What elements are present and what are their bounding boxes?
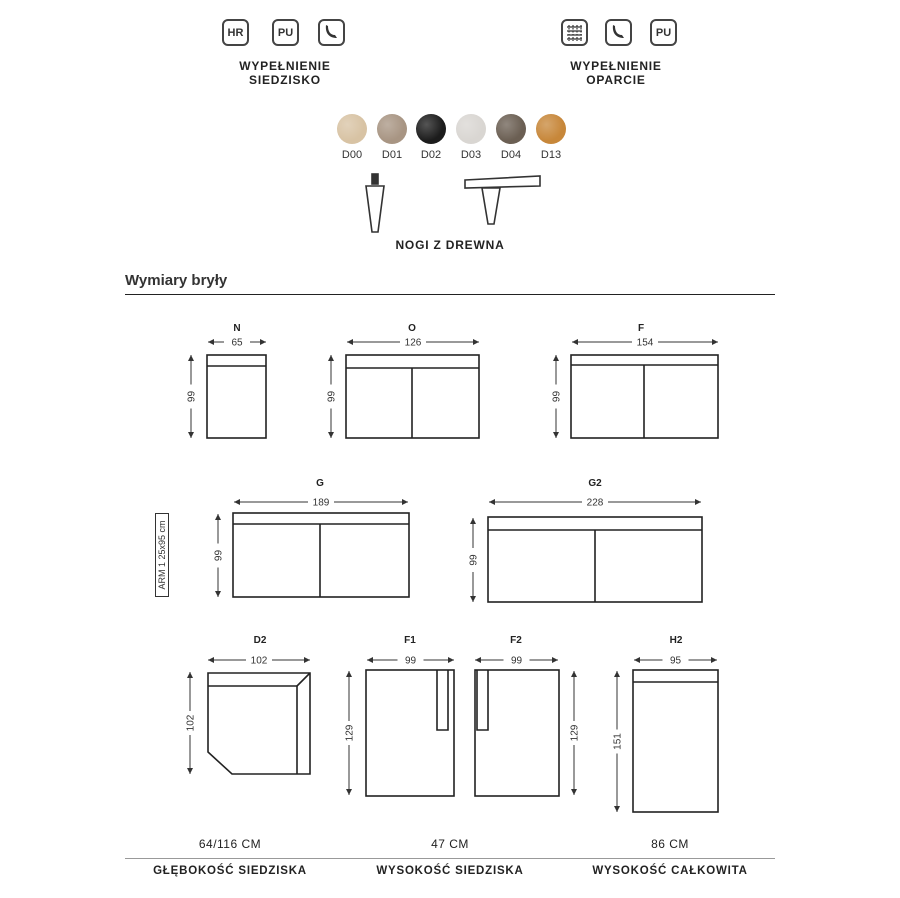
module-f2-arm bbox=[477, 670, 488, 730]
module-d2-title: D2 bbox=[253, 635, 267, 646]
arm-label: ARM 1 25x95 cm bbox=[155, 513, 169, 597]
swatch-label: D01 bbox=[381, 149, 403, 161]
module-f1-title: F1 bbox=[404, 635, 416, 646]
pu-badge-back: PU bbox=[650, 19, 677, 46]
back-filling-caption: WYPEŁNIENIE OPARCIE bbox=[570, 59, 662, 87]
swatch-label: D02 bbox=[420, 149, 442, 161]
module-g2-height-label: 99 bbox=[468, 554, 480, 566]
module-n-width-label: 65 bbox=[231, 337, 243, 349]
total-height-label: WYSOKOŚĆ CAŁKOWITA bbox=[592, 865, 748, 877]
module-g2-width-label: 228 bbox=[586, 497, 604, 509]
module-f-title: F bbox=[637, 323, 645, 334]
module-g-width-label: 189 bbox=[312, 497, 330, 509]
module-f2-height-label: 129 bbox=[569, 724, 581, 742]
module-h2-outline bbox=[633, 670, 718, 812]
swatch-label: D04 bbox=[500, 149, 522, 161]
hr-badge: HR bbox=[222, 19, 249, 46]
module-g-outline bbox=[233, 513, 409, 597]
seat-depth-label: GŁĘBOKOŚĆ SIEDZISKA bbox=[153, 865, 307, 877]
module-f1-width-label: 99 bbox=[404, 655, 417, 667]
module-h2-title: H2 bbox=[669, 635, 683, 646]
module-n-height-label: 99 bbox=[186, 390, 198, 403]
module-h2-width-label: 95 bbox=[669, 655, 682, 667]
module-o-width-label: 126 bbox=[404, 337, 422, 349]
swatch-label: D03 bbox=[460, 149, 482, 161]
module-g-title: G bbox=[316, 478, 324, 489]
seat-height-label: WYSOKOŚĆ SIEDZISKA bbox=[376, 865, 524, 877]
module-h2-height-label: 151 bbox=[612, 733, 624, 750]
module-f-width-label: 154 bbox=[636, 337, 654, 349]
pu-badge: PU bbox=[272, 19, 299, 46]
module-f1-arm bbox=[437, 670, 448, 730]
module-f1-height-label: 129 bbox=[344, 724, 356, 742]
section-title: Wymiary bryły bbox=[125, 272, 228, 289]
module-o-title: O bbox=[408, 323, 416, 334]
module-g-height-label: 99 bbox=[213, 549, 225, 562]
seat-depth-value: 64/116 CM bbox=[198, 837, 262, 851]
module-o-height-label: 99 bbox=[326, 390, 338, 403]
module-n-outline bbox=[207, 355, 266, 438]
total-height-value: 86 CM bbox=[651, 837, 689, 851]
module-f2-width-label: 99 bbox=[510, 655, 523, 667]
seat-filling-caption: WYPEŁNIENIE SIEDZISKO bbox=[239, 59, 331, 87]
seat-height-value: 47 CM bbox=[431, 837, 469, 851]
module-f2-title: F2 bbox=[510, 635, 522, 646]
module-g2-title: G2 bbox=[588, 478, 602, 489]
module-d2-corner bbox=[297, 673, 310, 686]
legs-caption: NOGI Z DREWNA bbox=[395, 238, 505, 252]
module-d2-height-label: 102 bbox=[185, 714, 197, 732]
module-f-height-label: 99 bbox=[551, 390, 563, 403]
bottom-divider bbox=[125, 858, 775, 859]
swatch-label: D13 bbox=[540, 149, 562, 161]
module-d2-outline bbox=[208, 673, 310, 774]
swatch-label: D00 bbox=[341, 149, 363, 161]
module-n-title: N bbox=[233, 323, 241, 334]
module-f1-outline bbox=[366, 670, 454, 796]
module-d2-width-label: 102 bbox=[250, 655, 268, 667]
